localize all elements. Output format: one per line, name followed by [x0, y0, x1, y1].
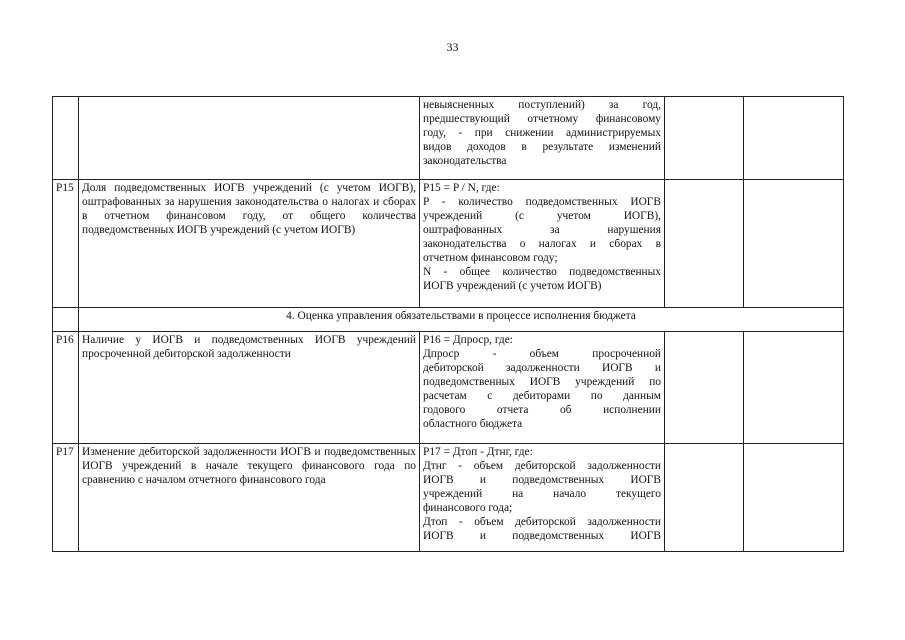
name-cell — [79, 97, 420, 180]
formula-line: предшествующий отчетному финансовому — [423, 113, 661, 125]
formula-line: P15 = P / N, где: — [423, 182, 500, 194]
code-cell — [53, 308, 79, 332]
formula-line: законодательства о налогах и сборах в — [423, 238, 661, 250]
formula-line: отчетном финансовом году; — [423, 252, 558, 264]
name-cell: Доля подведомственных ИОГВ учреждений (с учетом ИОГВ), оштрафованных за нарушения законодательства о налогах и сборах в отчетном финансовом году, от общего количества подведомственных ИОГВ учреждений (с учетом ИОГВ) — [79, 180, 420, 308]
formula-line: P - количество подведомственных ИОГВ — [423, 196, 661, 208]
formula-line: P16 = Дпроср, где: — [423, 334, 513, 346]
formula-line: законодательства — [423, 155, 507, 167]
formula-line: оштрафованных за нарушения — [423, 224, 661, 236]
indicators-table — [52, 96, 844, 552]
formula-line: видов доходов в результате изменений — [423, 141, 661, 153]
code-cell: P17 — [53, 444, 79, 552]
formula-line: ИОГВ учреждений (с учетом ИОГВ) — [423, 280, 602, 292]
formula-cell — [420, 444, 665, 552]
formula-line: невыясненных поступлений) за год, — [423, 99, 661, 111]
formula-line: Дтоп - объем дебиторской задолженности — [423, 516, 661, 528]
formula-cell — [420, 97, 665, 180]
code-cell — [53, 97, 79, 180]
extra-cell-1 — [665, 444, 744, 552]
formula-line: областного бюджета — [423, 418, 523, 430]
table-row-section-4 — [53, 308, 844, 332]
formula-line: расчетам с дебиторами по данным — [423, 390, 661, 402]
table-row-p15 — [53, 180, 844, 308]
formula-line: учреждений на начало текущего — [423, 488, 661, 500]
name-cell: Наличие у ИОГВ и подведомственных ИОГВ учреждений просроченной дебиторской задолженности — [79, 332, 420, 444]
page-number: 33 — [446, 40, 459, 54]
formula-line: Дпроср - объем просроченной — [423, 348, 661, 360]
table-row-p16 — [53, 332, 844, 444]
formula-cell — [420, 332, 665, 444]
extra-cell-1 — [665, 332, 744, 444]
section-title: 4. Оценка управления обязательствами в процессе исполнения бюджета — [79, 308, 844, 332]
formula-line: P17 = Дтоп - Дтнг, где: — [423, 446, 533, 458]
formula-line: N - общее количество подведомственных — [423, 266, 661, 278]
formula-cell — [420, 180, 665, 308]
table-row-continuation — [53, 97, 844, 180]
extra-cell-2 — [744, 332, 844, 444]
table-row-p17 — [53, 444, 844, 552]
formula-line: учреждений (с учетом ИОГВ), — [423, 210, 661, 222]
extra-cell-2 — [744, 444, 844, 552]
formula-line: дебиторской задолженности ИОГВ и — [423, 362, 661, 374]
extra-cell-2 — [744, 97, 844, 180]
formula-line: ИОГВ и подведомственных ИОГВ — [423, 530, 661, 542]
formula-line: годового отчета об исполнении — [423, 404, 661, 416]
code-cell: P15 — [53, 180, 79, 308]
formula-line: году, - при снижении администрируемых — [423, 127, 661, 139]
extra-cell-2 — [744, 180, 844, 308]
extra-cell-1 — [665, 180, 744, 308]
name-cell: Изменение дебиторской задолженности ИОГВ и подведомственных ИОГВ учреждений в начале текущего финансового года по сравнению с началом отчетного финансового года — [79, 444, 420, 552]
extra-cell-1 — [665, 97, 744, 180]
formula-line: финансового года; — [423, 502, 513, 514]
formula-line: подведомственных ИОГВ учреждений по — [423, 376, 661, 388]
code-cell: P16 — [53, 332, 79, 444]
formula-line: Дтнг - объем дебиторской задолженности — [423, 460, 661, 472]
formula-line: ИОГВ и подведомственных ИОГВ — [423, 474, 661, 486]
